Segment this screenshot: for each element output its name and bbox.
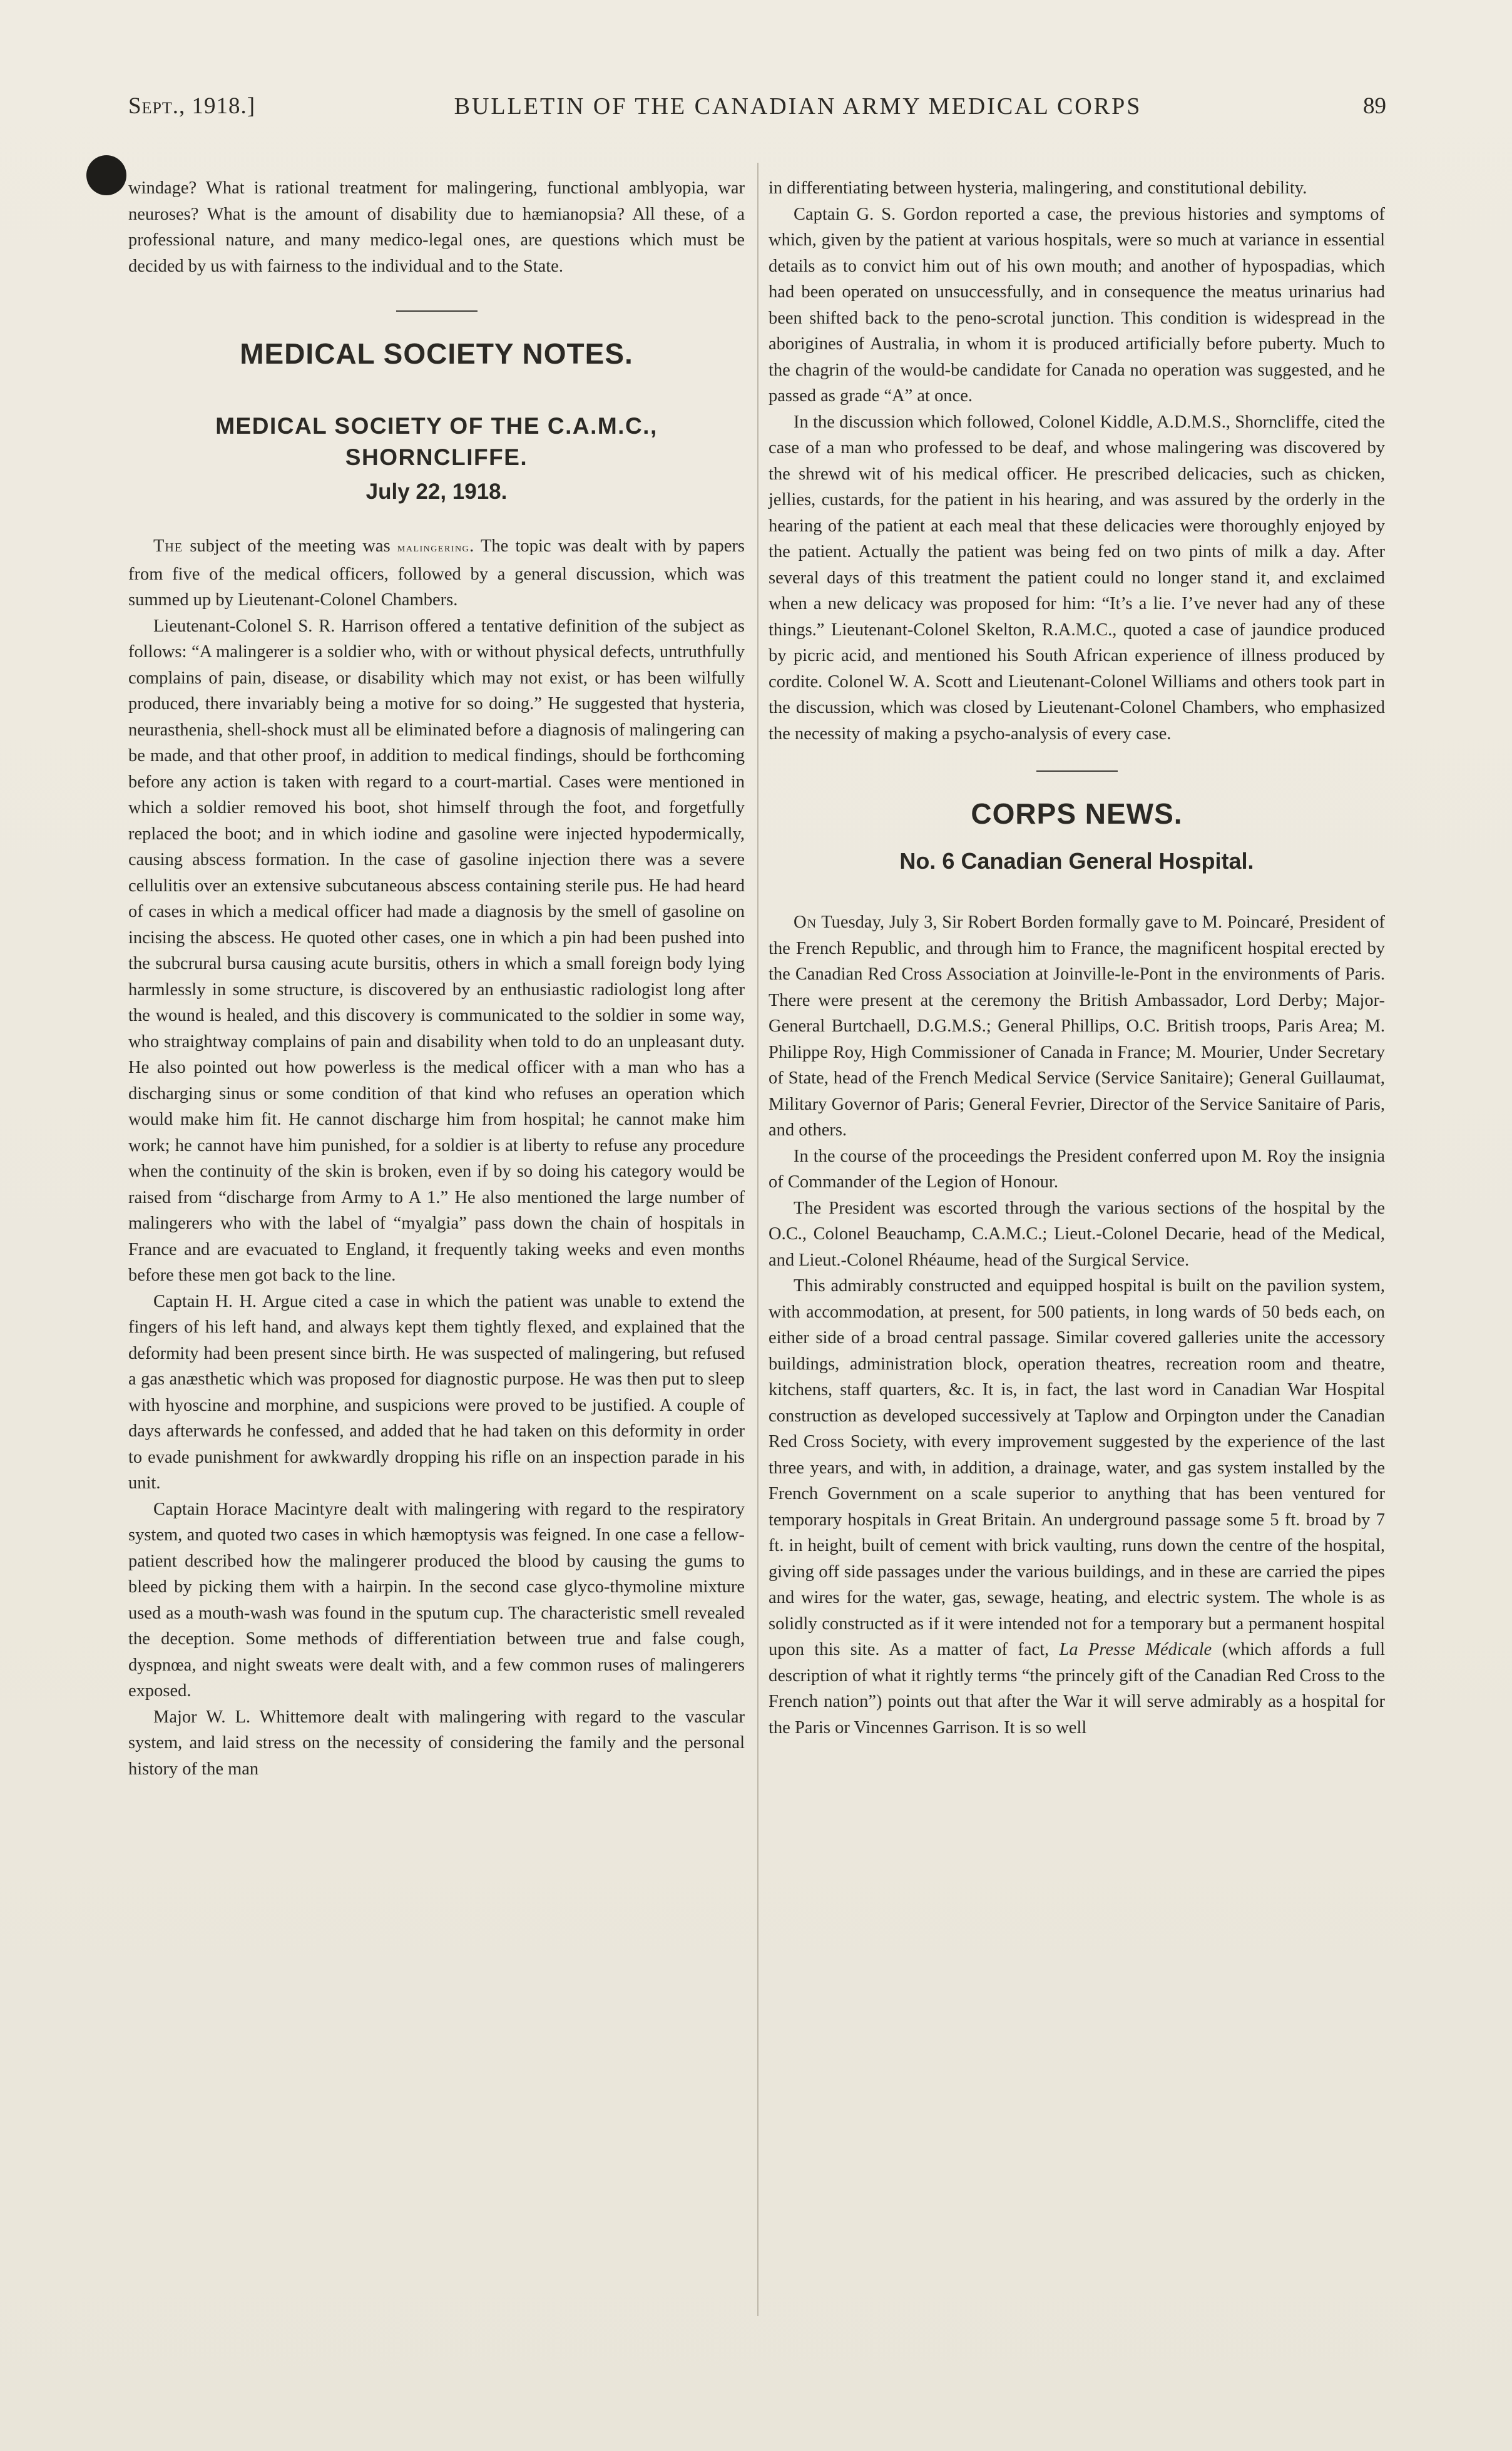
continuation-paragraph: in differentiating between hysteria, malingering, and constitutional debility.	[769, 178, 1307, 198]
paragraph-escort: The President was escorted through the various sections of the hospital by the O.C., Colonel Beauchamp, C.A.M.C.; Lieut.-Colonel Decarie, head of the Medical, and Lieut.-Colonel Rhéaume, head of the Surgical Service.	[769, 1198, 1385, 1270]
paragraph-harrison: Lieutenant-Colonel S. R. Harrison offered a tentative definition of the subject as follows: “A malingerer is a soldier who, with or without physical defects, untruthfully complains of pain, disease, or disability which may not exist, or has been wilfully produced, there invariably being a motive for so doing.” He suggested that hysteria, neurasthenia, shell-shock must all be eliminated before a diagnosis of malingering can be made, and that other proof, in addition to medical findings, should be forthcoming before any action is taken with regard to a court-martial. Cases were mentioned in which a soldier removed his boot, shot himself through the foot, and forgetfully replaced the boot; and in which iodine and gasoline were injected hypodermically, causing abscess formation. In the case of gasoline injection there was a severe cellulitis over an extensive subcutaneous abscess containing sterile pus. He had heard of cases in which a medical officer had made a diagnosis by the smell of gasoline on incising the abscess. He quoted other cases, one in which a pin had been pushed into the subcrural bursa causing acute bursitis, others in which a small foreign body lying harmlessly in some structure, is discovered by an enthusiastic radiologist long after the wound is healed, and this discovery is communicated to the soldier in some way, who straightway complains of pain and disability when told to do an unpleasant duty. He also pointed out how powerless is the medical officer with a man who has a discharging sinus or some condition of that kind who refuses an operation which would make him fit. He cannot discharge him from hospital; he cannot make him work; he cannot have him punished, for a soldier is at liberty to refuse any procedure when the continuity of the skin is broken, even if by so doing his category would be raised from “discharge from Army to A 1.” He also mentioned the large number of malingerers who with the label of “myalgia” pass down the chain of hospitals in France and are evacuated to England, it frequently taking weeks and even months before these men got back to the line.	[128, 616, 745, 1285]
header-date: Sept., 1918.]	[128, 93, 256, 119]
publication-title: La Presse Médicale	[1059, 1640, 1212, 1659]
paragraph-legion: In the course of the proceedings the President conferred upon M. Roy the insignia of Commander of the Legion of Honour.	[769, 1146, 1385, 1192]
construction-pre: This admirably constructed and equipped hospital is built on the pavilion system, with accommodation, at present, for 500 patients, in long wards of 50 beds each, on either side of a broad central passage. Similar covered galleries unite the accessory buildings, administration block, operation theatres, recreation room and theatre, kitchens, staff quarters, &c. It is, in fact, the last word in Canadian War Hospital construction as developed successively at Taplow and Orpington under the Canadian Red Cross Society, with every improvement suggested by the experience of the last three years, and with, in addition, a drainage, water, and gas system installed by the French Government on a scale superior to anything that has been ventured for temporary hospitals in Great Britain. An underground passage some 5 ft. broad by 7 ft. in height, built of cement with brick vaulting, runs down the centre of the hospital, giving off side passages under the various buildings, and in these are carried the pipes and wires for the water, gas, sewage, heating, and electric system. The whole is as solidly constructed as if it were intended not for a temporary but a permanent hospital upon this site. As a matter of fact,	[769, 1276, 1385, 1659]
section-rule	[1036, 770, 1118, 772]
paragraph-construction	[769, 1273, 1385, 1741]
punch-hole	[86, 155, 126, 195]
paragraph-discussion: In the discussion which followed, Colonel Kiddle, A.D.M.S., Shorncliffe, cited the case of a man who professed to be deaf, and whose malingering was discovered by the shrewd wit of his medical officer. He prescribed delicacies, such as chicken, jellies, custards, for the patient in his hearing, and was assured by the orderly in the hearing of the patient at each meal that these delicacies were thoroughly enjoyed by the patient. Actually the patient was being fed on two pints of milk a day. After several days of this treatment the patient could no longer stand it, and exclaimed when a new delicacy was proposed for him: “It’s a lie. I’ve never had any of these things.” Lieutenant-Colonel Skelton, R.A.M.C., quoted a case of jaundice produced by picric acid, and mentioned his South African experience of illness produced by cordite. Colonel W. A. Scott and Lieutenant-Colonel Williams and others took part in the discussion, which was closed by Lieutenant-Colonel Chambers, who emphasized the necessity of making a psycho-analysis of every case.	[769, 412, 1385, 744]
corps-lead-rest: Tuesday, July 3, Sir Robert Borden formally gave to M. Poincaré, President of the French Republic, and through him to France, the magnificent hospital erected by the Canadian Red Cross Association at Joinville-le-Pont in the environments of Paris. There were present at the ceremony the British Ambassador, Lord Derby; Major-General Burtchaell, D.G.M.S.; General Phillips, O.C. British troops, Paris Area; M. Philippe Roy, High Commissioner of Canada in France; M. Mourier, Under Secretary of State, head of the French Medical Service (Service Sanitaire); General Guillaumat, Military Governor of Paris; General Fevrier, Director of the Service Sanitaire of Paris, and others.	[769, 913, 1385, 1140]
running-header	[128, 93, 1386, 136]
lead-paragraph	[128, 533, 745, 613]
hospital-heading: No. 6 Canadian General Hospital.	[899, 848, 1254, 874]
left-column	[128, 175, 745, 1782]
paragraph-gordon: Captain G. S. Gordon reported a case, the previous histories and symptoms of which, given by the patient at various hospitals, were so much at variance in essential details as to convict him out of his own mouth; and another of hypospadias, which had been operated on unsuccessfully, and in consequence the meatus urinarius had been shifted back to the peno-scrotal junction. This condition is widespread in the aborigines of Australia, in whom it is produced artificially before puberty. Much to the chagrin of the would-be candidate for Canada no operation was suggested, and he passed as grade “A” at once.	[769, 204, 1385, 406]
paragraph-argue: Captain H. H. Argue cited a case in which the patient was unable to extend the fingers of his left hand, and always kept them tightly flexed, and explained that the deformity had been present since birth. He was suspected of malingering, but refused a gas anæsthetic which was proposed for diagnostic purpose. He was then put to sleep with hyoscine and morphine, and suspicions were proved to be justified. A couple of days afterwards he confessed, and added that he had taken on this deformity in order to evade punishment for awkwardly dropping his rifle on an inspection parade in his unit.	[128, 1291, 745, 1493]
society-date: July 22, 1918.	[365, 479, 508, 504]
right-column	[769, 175, 1385, 1741]
society-heading: MEDICAL SOCIETY OF THE C.A.M.C., SHORNCLIFFE.	[215, 413, 658, 470]
section-rule	[396, 310, 478, 312]
corps-lead-word: On	[794, 913, 817, 932]
paragraph-whittemore: Major W. L. Whittemore dealt with malingering with regard to the vascular system, and laid stress on the necessity of considering the family and the personal history of the man	[128, 1707, 745, 1779]
section-heading-corps-news: CORPS NEWS.	[971, 797, 1183, 830]
section-heading-medical-society-notes: MEDICAL SOCIETY NOTES.	[240, 337, 633, 370]
construction-post: (which affords a full description of what it rightly terms “the princely gift of the Canadian Red Cross to the French nation”) points out that after the War it will serve admirably as a hospital for the Paris or Vincennes Garrison. It is so well	[769, 1640, 1385, 1737]
column-divider	[757, 163, 759, 2316]
lead-post: . The topic was dealt with by papers from five of the medical officers, followed by a general discussion, which was summed up by Lieutenant-Colonel Chambers.	[128, 536, 745, 610]
paragraph-macintyre: Captain Horace Macintyre dealt with malingering with regard to the respiratory system, and quoted two cases in which hæmoptysis was feigned. In one case a fellow-patient described how the malingerer produced the blood by causing the gums to bleed by picking them with a hairpin. In the second case glyco-thymoline mixture used as a mouth-wash was found in the sputum cup. The characteristic smell revealed the deception. Some methods of differentiation between true and false cough, dyspnœa, and night sweats were dealt with, and a few common ruses of malingerers exposed.	[128, 1499, 745, 1701]
lead-pre: subject of the meeting was	[183, 536, 397, 556]
page-number: 89	[1363, 93, 1386, 119]
intro-paragraph: windage? What is rational treatment for malingering, functional amblyopia, war neuroses? What is the amount of disability due to hæmianopsia? All these, of a professional nature, and many medico-legal ones, are questions which must be decided by us with fairness to the individual and to the State.	[128, 178, 745, 276]
lead-subject: malingering	[397, 541, 470, 555]
lead-word: The	[153, 536, 183, 556]
corps-lead-paragraph	[769, 909, 1385, 1144]
journal-title: BULLETIN OF THE CANADIAN ARMY MEDICAL CORPS	[454, 93, 1142, 120]
